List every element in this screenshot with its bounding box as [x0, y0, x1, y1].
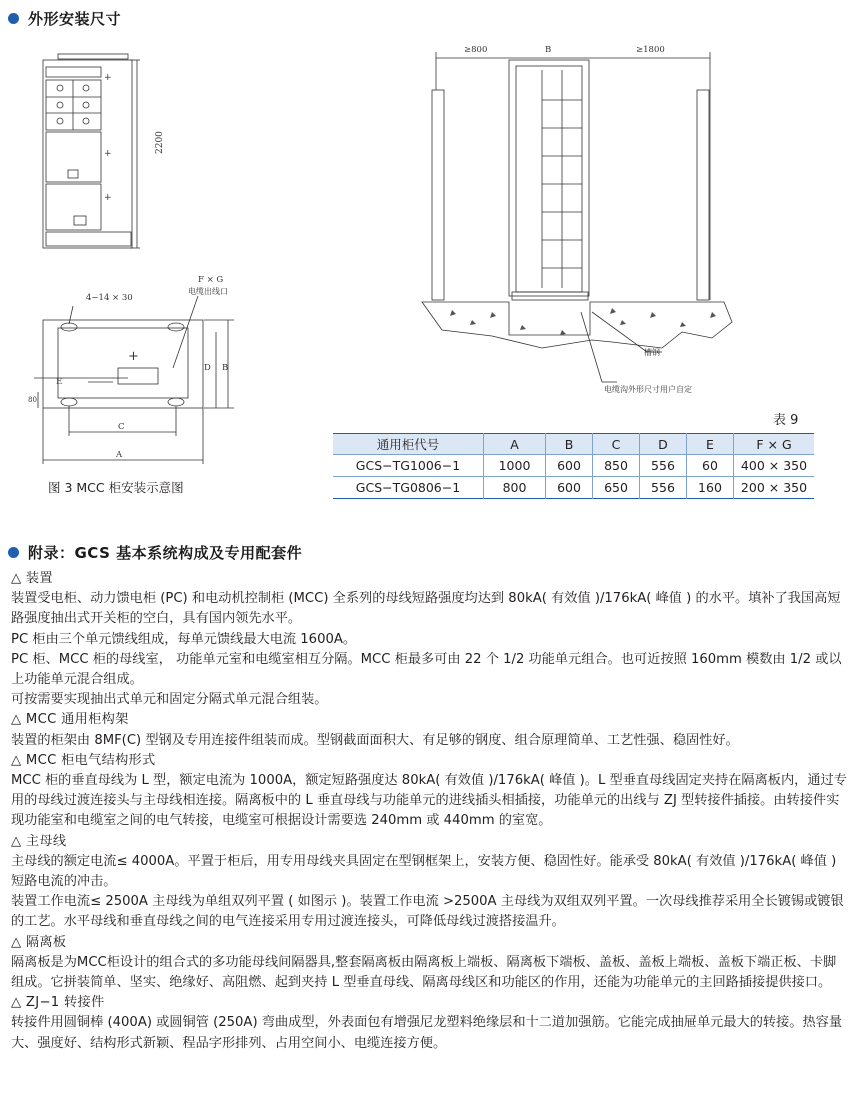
subheading: △ 装置 [11, 571, 53, 586]
cabinet-front-elevation [30, 50, 180, 260]
subheading: △ 主母线 [11, 833, 67, 849]
table-cell: 600 [546, 455, 593, 477]
col-header: C [593, 434, 640, 455]
paragraph: 装置受电柜、动力馈电柜 (PC) 和电动机控制柜 (MCC) 全系列的母线短路强度均达到 80kA( 有效值 )/176kA( 峰值 ) 的水平。填补了我国高短路强度抽出式开关柜的空白，具有国内领先水平。 [11, 591, 841, 627]
dim-e: E [56, 377, 63, 387]
cabinet-side-installation [412, 30, 738, 402]
table-label: 表 9 [773, 413, 799, 428]
section-header-install [8, 8, 121, 29]
figure-caption: 图 3 MCC 柜安装示意图 [48, 480, 184, 495]
bullet-icon [8, 547, 19, 558]
table-cell: 60 [686, 455, 733, 477]
dim-holes: 4−14 × 30 [86, 293, 133, 303]
table-cell: 400 × 350 [734, 455, 815, 477]
table-cell: 1000 [484, 455, 546, 477]
table-row [333, 477, 814, 499]
subheading: △ ZJ−1 转接件 [11, 995, 105, 1011]
channel-steel-label: 槽钢 [644, 348, 660, 357]
subheading: △ MCC 通用柜构架 [11, 712, 129, 728]
paragraph: 装置工作电流≤ 2500A 主母线为单组双列平置 ( 如图示 )。装置工作电流 >2500A 主母线为双组双列平置。一次母线推荐采用全长镀锡或镀银的工艺。水平母线和垂直母线之间的电气连接采用专用过渡连接头，可降低母线过渡搭接温升。 [11, 894, 844, 930]
svg-text:+: + [128, 349, 139, 364]
paragraph: 主母线的额定电流≤ 4000A。平置于柜后，用专用母线夹具固定在型钢框架上，安装方便、稳固性好。能承受 80kA( 有效值 )/176kA( 峰值 ) 短路电流的冲击。 [11, 853, 837, 890]
dimension-table [333, 433, 814, 499]
dim-width-b: B [545, 45, 552, 55]
subheading: △ MCC 柜电气结构形式 [11, 752, 156, 768]
table-cell: 160 [686, 477, 733, 499]
paragraph: PC 柜由三个单元馈线组成，每单元馈线最大电流 1600A。 [11, 631, 357, 647]
col-header: B [546, 434, 593, 455]
col-header: A [484, 434, 546, 455]
paragraph: 可按需要实现抽出式单元和固定分隔式单元混合组装。 [11, 692, 328, 708]
dim-right-clearance: ≥1800 [636, 45, 665, 55]
dim-b-side: B [222, 363, 229, 373]
table-cell: 850 [593, 455, 640, 477]
table-cell: GCS−TG0806−1 [333, 477, 484, 499]
appendix-body [11, 569, 847, 1054]
dim-fg: F × G [198, 275, 224, 285]
dim-d: D [204, 363, 211, 373]
table-header-row [333, 434, 814, 455]
col-header: E [686, 434, 733, 455]
svg-text:+: + [104, 73, 112, 83]
paragraph: 装置的柜架由 8MF(C) 型钢及专用连接件组装而成。型钢截面面积大、有足够的钢度、组合原理简单、工艺性强、稳固性好。 [11, 732, 739, 748]
section-title: 附录：GCS 基本系统构成及专用配套件 [28, 544, 303, 562]
paragraph: MCC 柜的垂直母线为 L 型，额定电流为 1000A，额定短路强度达 80kA( 有效值 )/176kA( 峰值 )。L 型垂直母线固定夹持在隔离板内，通过专用的母线过渡连接头与主母线相连接。隔离板中的 L 垂直母线与功能单元的进线插头相插接，功能单元的出线与 ZJ 型转接件插接。由转接件实现功能室和电缆室之间的电气转接，电缆室可根据设计需要选 240mm 或 440mm 的室宽。 [11, 773, 847, 829]
cable-port-label: 电缆出线口 [188, 287, 228, 296]
table-cell: 800 [484, 477, 546, 499]
dim-c: C [118, 422, 125, 432]
table-cell: 600 [546, 477, 593, 499]
table-row [333, 455, 814, 477]
svg-text:+: + [104, 149, 112, 159]
subheading: △ 隔离板 [11, 934, 67, 950]
section-title: 外形安装尺寸 [28, 10, 122, 28]
table-cell: GCS−TG1006−1 [333, 455, 484, 477]
dim-a: A [116, 450, 123, 460]
paragraph: PC 柜、MCC 柜的母线室， 功能单元室和电缆室相互分隔。MCC 柜最多可由 22 个 1/2 功能单元组合。也可近按照 160mm 模数由 1/2 或以上功能单元混合组成。 [11, 651, 842, 688]
trench-note: 电缆沟外形尺寸用户自定 [604, 385, 692, 394]
section-header-appendix [8, 542, 302, 563]
table-cell: 200 × 350 [734, 477, 815, 499]
dim-left-clearance: ≥800 [464, 45, 488, 55]
table-cell: 556 [639, 455, 686, 477]
dim-80: 80 [28, 396, 37, 404]
bullet-icon [8, 13, 19, 24]
table-cell: 650 [593, 477, 640, 499]
svg-text:+: + [104, 193, 112, 203]
paragraph: 隔离板是为MCC柜设计的组合式的多功能母线间隔器具,整套隔离板由隔离板上端板、隔离板下端板、盖板、盖板上端板、盖板下端正板、卡脚组成。它拼装简单、坚实、绝缘好、高阻燃、起到夹持 L 型垂直母线、隔离母线区和功能区的作用，还能为功能单元的主回路插接提供接口。 [11, 954, 837, 991]
col-header: F × G [734, 434, 815, 455]
table-cell: 556 [639, 477, 686, 499]
col-header: 通用柜代号 [333, 434, 484, 455]
paragraph: 转接件用圆铜棒 (400A) 或圆铜管 (250A) 弯曲成型，外表面包有增强尼龙塑料绝缘层和十二道加强筋。它能完成抽屉单元最大的转接。热容量大、强度好、结构形式新颖、程品字形排列、占用空间小、电缆连接方便。 [11, 1015, 843, 1051]
col-header: D [639, 434, 686, 455]
dim-height: 2200 [155, 131, 165, 154]
cabinet-plan-view [28, 272, 240, 472]
